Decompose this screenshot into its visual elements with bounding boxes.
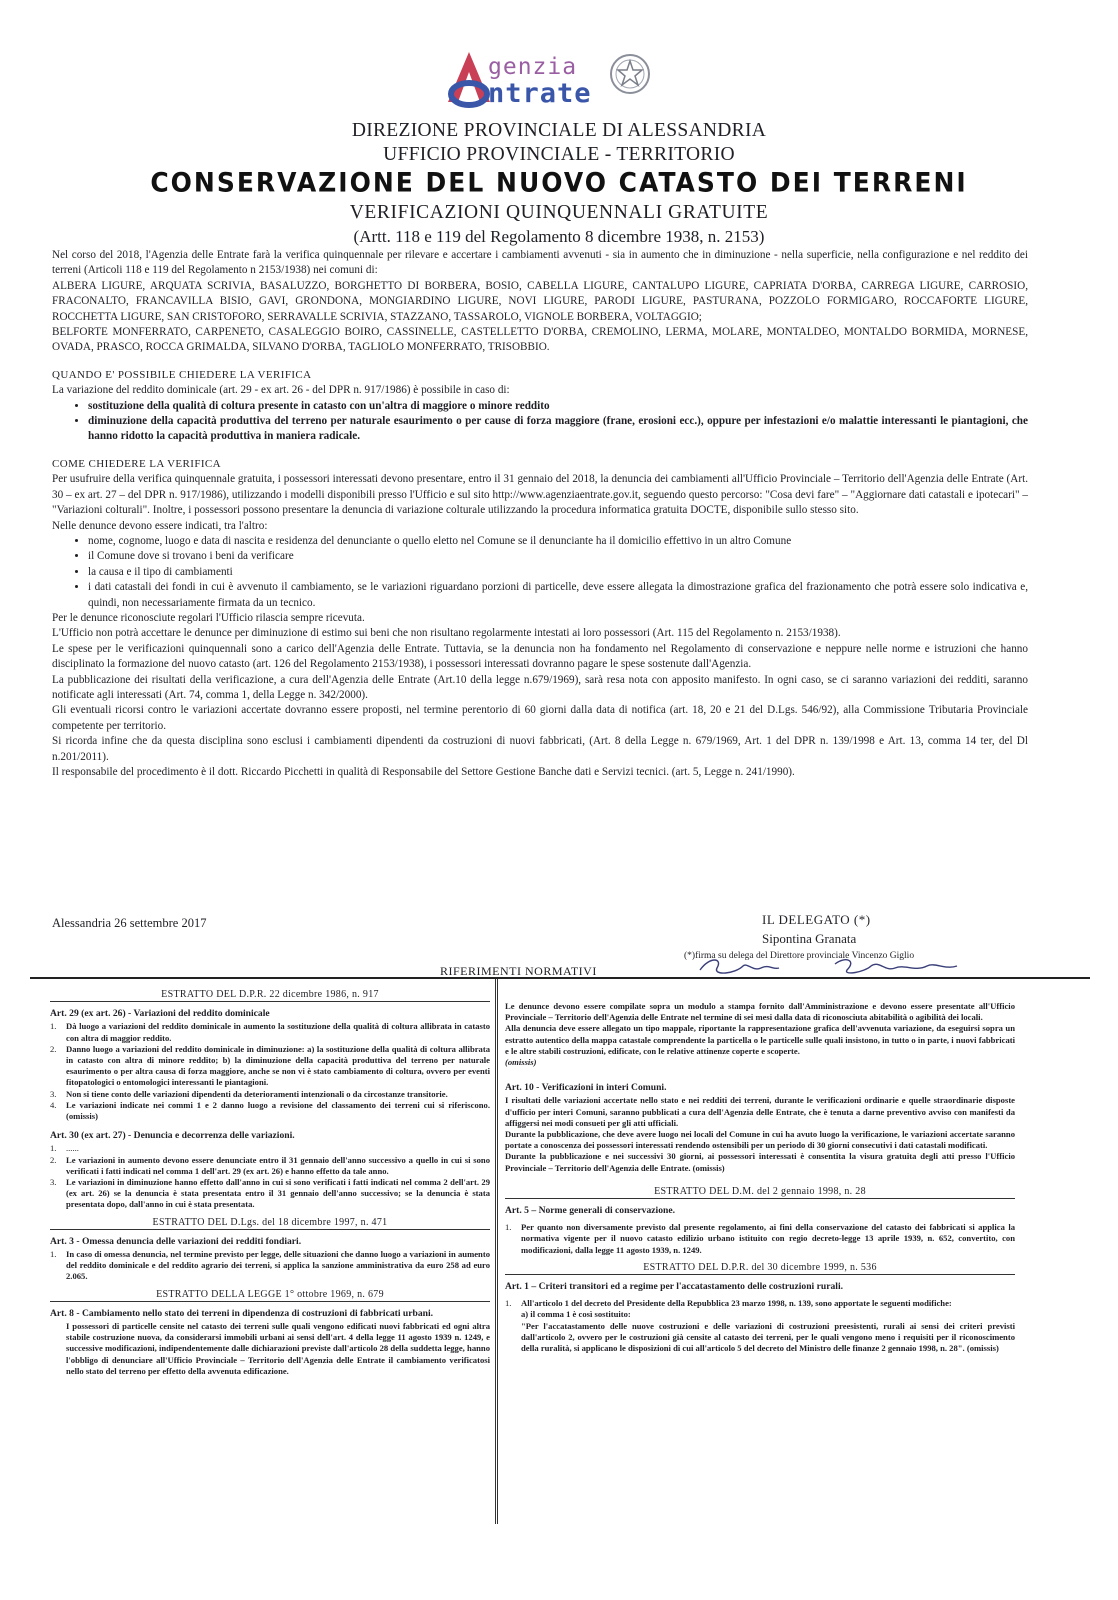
header-ufficio: UFFICIO PROVINCIALE - TERRITORIO (383, 144, 735, 165)
article-item (50, 1089, 490, 1100)
article-text: Le denunce devono essere compilate sopra un modulo a stampa fornito dall'Amministrazione e devono essere presentate all'Ufficio Provinciale – Territorio dell'Agenzia delle Entrate nel termine di sei mesi dalla data di riconosciuta abitabilità o agibilità dei locali. (505, 1001, 1015, 1023)
list-item: • il Comune dove si trovano i beni da verificare (88, 549, 1028, 564)
how-paragraph: Gli eventuali ricorsi contro le variazioni accertate dovranno essere proposti, nel termine perentorio di 60 giorni dalla data di notifica (art. 18, 20 e 21 del D.Lgs. 546/92), alla Commissione Tributaria Provinciale competente per territorio. (52, 704, 1028, 732)
item-number: 1. (50, 1249, 57, 1260)
republic-emblem-icon (608, 52, 652, 96)
extract-heading: ESTRATTO DEL D.Lgs. del 18 dicembre 1997, n. 471 (50, 1217, 490, 1230)
signature-note: (*)firma su delega del Direttore provinciale Vincenzo Giglio (684, 951, 915, 961)
header-direzione: DIREZIONE PROVINCIALE DI ALESSANDRIA (351, 120, 767, 141)
references-right-column (505, 1001, 1015, 1354)
intro-paragraph: Nel corso del 2018, l'Agenzia delle Entrate farà la verifica quinquennale per rilevare e accertare i cambiamenti avvenuti - sia in aumento che in diminuzione - nella superficie, nella configurazione e nel reddito dei terreni (Articoli 118 e 119 del Regolamento n 2153/1938) nei comuni di: (52, 249, 1028, 277)
item-text: In caso di omessa denuncia, nel termine previsto per legge, delle situazioni che danno luogo a variazioni in aumento del reddito dominicale e del reddito agrario dei terreni, si applica la sanzione amministrativa da euro 258 ad euro 2.065. (66, 1249, 490, 1282)
article-text: Durante la pubblicazione e nei successivi 30 giorni, ai possessori interessati è consentita la visura gratuita degli atti presso l'Ufficio Provinciale – Territorio dell'Agenzia delle Entrate. (omissis) (505, 1151, 1015, 1173)
comuni-list-2: BELFORTE MONFERRATO, CARPENETO, CASALEGGIO BOIRO, CASSINELLE, CASTELLETTO D'ORBA, CREMOLINO, LERMA, MOLARE, MONTALDEO, MONTALDO BORMIDA, MORNESE, OVADA, PRASCO, ROCCA GRIMALDA, SILVANO D'ORBA, TAGLIOLO MONFERRATO, TRISOBBIO. (52, 326, 1028, 354)
header-articles: (Artt. 118 e 119 del Regolamento 8 dicembre 1938, n. 2153) (353, 227, 765, 246)
article-item (505, 1298, 1015, 1309)
how-paragraph: Per le denunce riconosciute regolari l'Ufficio rilascia sempre ricevuta. (52, 611, 365, 624)
article-title: Art. 3 - Omessa denuncia delle variazioni dei redditi fondiari. (50, 1235, 302, 1247)
extract-heading: ESTRATTO DEL D.M. del 2 gennaio 1998, n. 28 (505, 1186, 1015, 1199)
article-item (50, 1177, 490, 1211)
logo-text-line2: ntrate (488, 78, 592, 109)
section-heading-when: QUANDO E' POSSIBILE CHIEDERE LA VERIFICA (52, 368, 312, 381)
when-text: La variazione del reddito dominicale (art. 29 - ex art. 26 - del DPR n. 917/1986) è possibile in caso di: (52, 384, 510, 397)
page-subtitle: VERIFICAZIONI QUINQUENNALI GRATUITE (349, 202, 769, 223)
how-paragraph: L'Ufficio non potrà accettare le denunce per diminuzione di estimo sui beni che non risultano regolarmente intestati ai loro possessori (Art. 115 del Regolamento n. 2153/1938). (52, 627, 841, 640)
how-list (52, 534, 1028, 611)
item-text: Dà luogo a variazioni del reddito dominicale in aumento la sostituzione della qualità di coltura allibrata in catasto con altra di maggior reddito. (66, 1021, 490, 1043)
article-item (50, 1044, 490, 1089)
article-text: Alla denuncia deve essere allegato un tipo mappale, riportante la rappresentazione grafica dell'avvenuta variazione, da eseguirsi sopra un estratto autentico della mappa catastale comprendente la particella o le particelle sulle quali insistono, in tutto o in parte, i nuovi fabbricati e le altre stabili costruzioni, edificate, con le relative attinenze coperte e scoperte. (505, 1023, 1015, 1056)
article-item (50, 1021, 490, 1043)
article-item (50, 1100, 490, 1122)
how-paragraph: Nelle denunce devono essere indicati, tra l'altro: (52, 519, 268, 532)
extract-heading: ESTRATTO DEL D.P.R. 22 dicembre 1986, n. 917 (50, 989, 490, 1002)
article-item (505, 1222, 1015, 1256)
when-list (52, 399, 1028, 445)
item-number: 2. (50, 1043, 57, 1054)
item-text: Per quanto non diversamente previsto dal presente regolamento, ai fini della conservazione del catasto dei fabbricati si applica la normativa vigente per il nuovo catasto edilizio urbano istituito con regio decreto-legge 13 aprile 1939, n. 652, convertito, con modificazioni, dalla legge 11 agosto 1939, n. 1249. (521, 1222, 1015, 1255)
item-text: Le variazioni indicate nei commi 1 e 2 danno luogo a revisione del classamento dei terreni cui si riferiscono. (omissis) (66, 1099, 490, 1122)
page-title: CONSERVAZIONE DEL NUOVO CATASTO DEI TERRENI (150, 167, 968, 198)
references-heading: RIFERIMENTI NORMATIVI (440, 964, 597, 978)
item-number: 1. (505, 1222, 512, 1233)
extract-heading: ESTRATTO DEL D.P.R. del 30 dicembre 1999, n. 536 (505, 1262, 1015, 1275)
article-item (50, 1155, 490, 1177)
article-title: Art. 5 – Norme generali di conservazione. (505, 1205, 675, 1217)
logo-text-line1: genzia (488, 54, 578, 80)
item-number: 1. (50, 1021, 57, 1032)
list-item: • la causa e il tipo di cambiamenti (88, 565, 1028, 580)
item-number: 4. (50, 1099, 57, 1110)
how-paragraph: La pubblicazione dei risultati della verificazione, a cura dell'Agenzia delle Entrate (Art.10 della legge n.679/1969), sarà resa nota con apposito manifesto. In ogni caso, se ci saranno variazioni dei redditi, saranno notificate agli interessati (Art. 74, comma 1, della Legge n. 342/2000). (52, 673, 1028, 701)
article-text: a) il comma 1 è così sostituito: (521, 1309, 631, 1320)
section-heading-how: COME CHIEDERE LA VERIFICA (52, 457, 221, 470)
list-item: • sostituzione della qualità di coltura presente in catasto con un'altra di maggiore o minore reddito (88, 399, 1028, 414)
item-number: 1. (50, 1143, 57, 1154)
signatory-role: IL DELEGATO (*) (762, 912, 871, 927)
how-paragraph: Si ricorda infine che da questa disciplina sono esclusi i cambiamenti dipendenti da costruzioni di nuovi fabbricati, (Art. 8 della Legge n. 679/1969, Art. 1 del DPR n. 139/1998 e Art. 13, comma 14 ter, del Dl n.201/2011). (52, 735, 1028, 763)
list-item: • nome, cognome, luogo e data di nascita e residenza del denunciante o quello eletto nel Comune se il denunciante ha il domicilio effettivo in un altro Comune (88, 534, 1028, 549)
item-text: All'articolo 1 del decreto del Presidente della Repubblica 23 marzo 1998, n. 139, sono apportate le seguenti modifiche: (521, 1298, 952, 1309)
article-item (50, 1143, 490, 1154)
how-paragraph: Per usufruire della verifica quinquennale gratuita, i possessori interessati devono presentare, entro il 31 gennaio del 2018, la denuncia dei cambiamenti all'Ufficio Provinciale – Territorio dell'Agenzia delle Entrate (Art. 30 – ex art. 27 – del DPR n. 917/1986), utilizzando i modelli disponibili presso l'Ufficio e sul sito http://www.agenziaentrate.gov.it, seguendo questo percorso: "Cosa devi fare" – "Aggiornare dati catastali e ipotecari" – "Variazioni colturali". Inoltre, i possessori possono presentare la denuncia di variazione colturale utilizzando la procedura informatica gratuita DOCTE, disponibile sullo stesso sito. (52, 473, 1028, 517)
item-text: Le variazioni in aumento devono essere denunciate entro il 31 gennaio dell'anno successivo a quello in cui si sono verificati i fatti indicati nel comma 1 dell'art. 29 (ex art. 26) e hanno effetto da tale anno. (66, 1154, 490, 1176)
item-number: 2. (50, 1154, 57, 1165)
agenzia-entrate-logo (430, 46, 660, 112)
article-title: Art. 10 - Verificazioni in interi Comuni. (505, 1082, 667, 1094)
article-text: Durante la pubblicazione, che deve avere luogo nei locali del Comune in cui ha avuto luogo la verificazione, le variazioni accertate saranno portate a conoscenza dei possessori interessati rendendo ostensibili per un periodo di 30 giorni consecutivi i dati catastali modificati. (505, 1129, 1015, 1151)
logo-a-mark-icon (444, 50, 494, 108)
references-left-column (50, 987, 490, 1377)
list-item: • i dati catastali dei fondi in cui è avvenuto il cambiamento, se le variazioni riguardano porzioni di particelle, deve essere allegata la dimostrazione grafica del frazionamento che potrà essere solo indicativa e, quindi, non necessariamente firmata da un tecnico. (88, 580, 1028, 611)
omissis-text: (omissis) (505, 1057, 537, 1068)
how-paragraph: Il responsabile del procedimento è il dott. Riccardo Picchetti in qualità di Responsabile del Settore Gestione Banche dati e Servizi tecnici. (art. 5, Legge n. 241/1990). (52, 766, 795, 778)
item-text: Le variazioni in diminuzione hanno effetto dall'anno in cui si sono verificati i fatti indicati nel comma 2 dell'art. 29 (ex art. 26) se la denuncia è stata presentata entro il 31 gennaio dell'anno successivo; se la denuncia è stata presentata dopo, dall'anno in cui è stata presentata. (66, 1177, 490, 1210)
signatory-name: Sipontina Granata (762, 931, 857, 946)
references-section (30, 977, 1090, 1524)
item-text: ...... (66, 1143, 79, 1154)
item-number: 3. (50, 1088, 57, 1099)
notice-body (52, 248, 1028, 780)
article-title: Art. 8 - Cambiamento nello stato dei terreni in dipendenza di costruzioni di fabbricati urbani. (50, 1307, 434, 1319)
article-title: Art. 29 (ex art. 26) - Variazioni del reddito dominicale (50, 1008, 270, 1020)
item-number: 1. (505, 1298, 512, 1309)
place-date: Alessandria 26 settembre 2017 (52, 916, 207, 930)
article-quote: "Per l'accatastamento delle nuove costruzioni e delle variazioni di costruzioni preesistenti, rurali ai sensi dei criteri previsti dall'articolo 2, ovvero per le costruzioni già censite al catasto dei terreni, per le quali vengono meno i requisiti per il riconoscimento della ruralità, si applicano le disposizioni di cui all'articolo 5 del decreto del Ministro delle finanze 2 gennaio 1998, n. 28". (omissis) (521, 1320, 1015, 1354)
article-title: Art. 30 (ex art. 27) - Denuncia e decorrenza delle variazioni. (50, 1130, 295, 1142)
article-text: I risultati delle variazioni accertate nello stato e nei redditi dei terreni, durante le verificazioni ordinarie e quelle straordinarie disposte d'ufficio per interi Comuni, saranno pubblicati a cura dell'Agenzia delle Entrate, che è tenuta a darne preventivo avviso con manifesti da affiggersi nei modi consueti per gli atti ufficiali. (505, 1095, 1015, 1128)
article-item (50, 1249, 490, 1283)
column-divider (495, 979, 498, 1524)
item-number: 3. (50, 1177, 57, 1188)
article-text: I possessori di particelle censite nel catasto dei terreni sulle quali vengono edificati nuovi fabbricati ed ogni altra stabile costruzione nuova, da considerarsi immobili urbani ai sensi dell'art. 4 della legge 11 agosto 1939 n. 1249, e successive modificazioni, indipendentemente dalle dichiarazioni previste dall'articolo 28 della suddetta legge, hanno l'obbligo di denunciare all'Ufficio Provinciale – Territorio dell'Agenzia delle Entrate il cambiamento verificatosi nello stato del terreno per effetto della avvenuta edificazione. (66, 1321, 490, 1376)
item-text: Danno luogo a variazioni del reddito dominicale in diminuzione: a) la sostituzione della qualità di coltura allibrata in catasto con altra di minore reddito; b) la diminuzione della capacità produttiva del terreno per naturale esaurimento o per altra causa di forza maggiore, anche se non vi è stato cambiamento di coltura, ovvero per eventi fitopatologici o entomologici interessanti le piantagioni. (66, 1043, 490, 1088)
article-title: Art. 1 – Criteri transitori ed a regime per l'accatastamento delle costruzioni rurali. (505, 1281, 844, 1293)
item-text: Non si tiene conto delle variazioni dipendenti da deterioramenti intenzionali o da circostanze transitorie. (66, 1088, 448, 1099)
how-paragraph: Le spese per le verificazioni quinquennali sono a carico dell'Agenzia delle Entrate. Tuttavia, se la denuncia non ha fondamento nel Regolamento di conservazione e neppure nelle norme e istruzioni che hanno disciplinato la formazione del nuovo catasto (art. 126 del Regolamento 2153/1938), i possessori interessati dovranno pagare le spese sostenute dall'Agenzia. (52, 642, 1028, 671)
list-item: • diminuzione della capacità produttiva del terreno per naturale esaurimento o per cause di forza maggiore (frane, erosioni ecc.), oppure per infestazioni e/o malattie interessanti le piantagioni, che hanno ridotto la capacità produttiva in maniera radicale. (88, 414, 1028, 445)
comuni-list-1: ALBERA LIGURE, ARQUATA SCRIVIA, BASALUZZO, BORGHETTO DI BORBERA, BOSIO, CABELLA LIGURE, CANTALUPO LIGURE, CAPRIATA D'ORBA, CARREGA LIGURE, CARROSIO, FRACONALTO, FRANCAVILLA BISIO, GAVI, GRONDONA, MONGIARDINO LIGURE, NOVI LIGURE, PARODI LIGURE, PASTURANA, POZZOLO FORMIGARO, ROCCAFORTE LIGURE, ROCCHETTA LIGURE, SAN CRISTOFORO, SERRAVALLE SCRIVIA, STAZZANO, TASSAROLO, VIGNOLE BORBERA, VOLTAGGIO; (52, 279, 1028, 323)
extract-heading: ESTRATTO DELLA LEGGE 1° ottobre 1969, n. 679 (50, 1289, 490, 1302)
